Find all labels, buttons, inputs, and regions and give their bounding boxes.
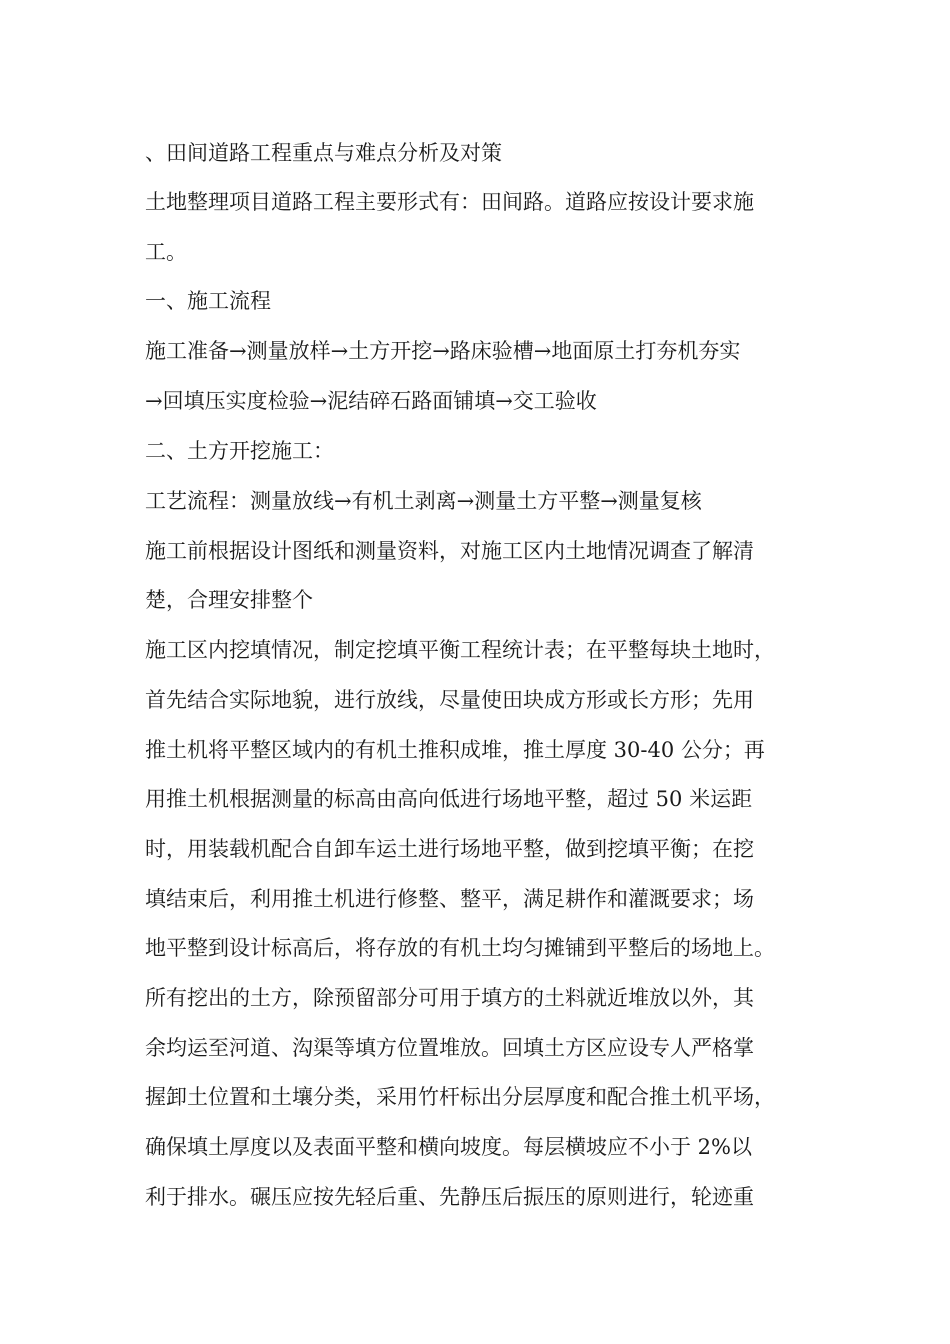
paragraph-line: 土地整理项目道路工程主要形式有：田间路。道路应按设计要求施 [145, 190, 754, 214]
paragraph-line: 推土机将平整区域内的有机土推积成堆，推土厚度 30-40 公分；再 [145, 738, 765, 762]
section-heading-earthwork: 二、土方开挖施工： [145, 439, 334, 463]
paragraph-line: 施工准备→测量放样→土方开挖→路床验槽→地面原土打夯机夯实 [145, 339, 741, 363]
paragraph-line: 利于排水。碾压应按先轻后重、先静压后振压的原则进行，轮迹重 [145, 1185, 754, 1209]
paragraph-line: 楚，合理安排整个 [145, 588, 313, 612]
paragraph-line: 余均运至河道、沟渠等填方位置堆放。回填土方区应设专人严格掌 [145, 1036, 754, 1060]
paragraph-line: 填结束后，利用推土机进行修整、整平，满足耕作和灌溉要求；场 [145, 887, 754, 911]
section-heading-road-analysis: 、田间道路工程重点与难点分析及对策 [145, 141, 502, 165]
section-heading-construction-process: 一、施工流程 [145, 289, 271, 313]
paragraph-line: 握卸土位置和土壤分类，采用竹杆标出分层厚度和配合推土机平场， [145, 1085, 775, 1109]
paragraph-line: 地平整到设计标高后，将存放的有机土均匀摊铺到平整后的场地上。 [145, 936, 775, 960]
paragraph-line: 首先结合实际地貌，进行放线，尽量使田块成方形或长方形；先用 [145, 688, 754, 712]
paragraph-line: →回填压实度检验→泥结碎石路面铺填→交工验收 [145, 389, 597, 413]
paragraph-line: 施工前根据设计图纸和测量资料，对施工区内土地情况调查了解清 [145, 539, 754, 563]
paragraph-line: 确保填土厚度以及表面平整和横向坡度。每层横坡应不小于 2%以 [145, 1135, 752, 1159]
paragraph-line: 工艺流程：测量放线→有机土剥离→测量土方平整→测量复核 [145, 489, 702, 513]
paragraph-line: 工。 [145, 240, 187, 264]
paragraph-line: 所有挖出的土方，除预留部分可用于填方的土料就近堆放以外，其 [145, 986, 754, 1010]
paragraph-line: 用推土机根据测量的标高由高向低进行场地平整，超过 50 米运距 [145, 787, 753, 811]
paragraph-line: 施工区内挖填情况，制定挖填平衡工程统计表；在平整每块土地时， [145, 638, 775, 662]
paragraph-line: 时，用装载机配合自卸车运土进行场地平整，做到挖填平衡；在挖 [145, 837, 754, 861]
